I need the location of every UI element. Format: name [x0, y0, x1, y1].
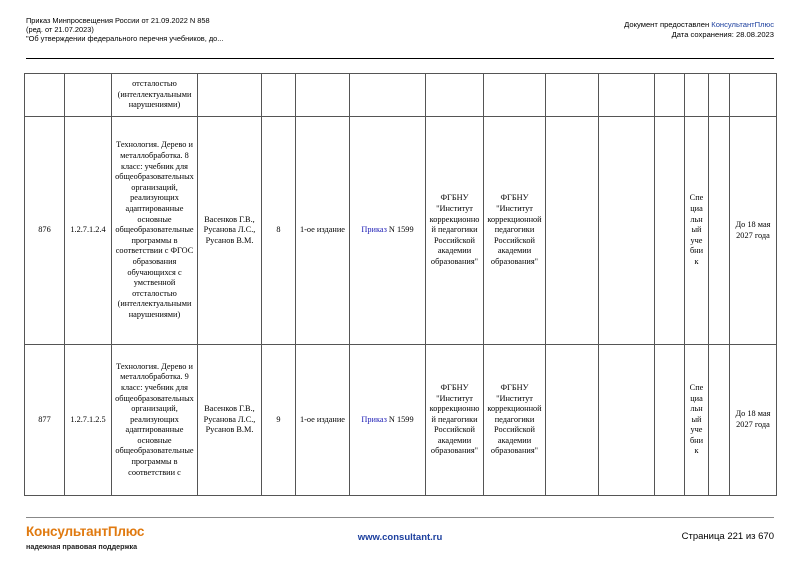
publisher-cell: ФГБНУ "Институт коррекционной педагогики Российской академии образования" — [484, 117, 546, 345]
order-link[interactable]: Приказ — [361, 225, 387, 235]
organization-cell: ФГБНУ "Институт коррекционной педагогики Российской академии образования" — [426, 345, 484, 496]
textbook-table — [24, 73, 777, 496]
footer-divider — [26, 517, 774, 518]
textbook-authors: Васенков Г.В., Русанова Л.С., Русанов В.М. — [198, 117, 262, 345]
row-number: 876 — [25, 117, 65, 345]
document-subject: "Об утверждении федерального перечня учебников, до... — [26, 34, 224, 43]
provider-info — [624, 20, 774, 39]
textbook-authors: Васенков Г.В., Русанова Л.С., Русанов В.М. — [198, 345, 262, 496]
provider-link[interactable]: КонсультантПлюс — [711, 20, 774, 29]
document-header — [26, 16, 326, 43]
valid-until: До 18 мая 2027 года — [730, 117, 777, 345]
order-cell — [350, 117, 426, 345]
document-revision: (ред. от 21.07.2023) — [26, 25, 94, 34]
order-number: N 1599 — [386, 414, 414, 424]
order-link[interactable]: Приказ — [361, 414, 387, 424]
special-cell — [685, 345, 709, 496]
valid-until: До 18 мая 2027 года — [730, 345, 777, 496]
consultant-logo: КонсультантПлюс — [26, 524, 145, 539]
page-counter: Страница 221 из 670 — [681, 531, 774, 542]
document-title: Приказ Минпросвещения России от 21.09.2022 N 858 — [26, 16, 210, 25]
order-number: N 1599 — [386, 225, 414, 235]
row-number: 877 — [25, 345, 65, 496]
site-link[interactable]: www.consultant.ru — [357, 532, 443, 543]
textbook-code: 1.2.7.1.2.4 — [65, 117, 112, 345]
textbook-grade: 8 — [262, 117, 296, 345]
publisher-cell: ФГБНУ "Институт коррекционной педагогики Российской академии образования" — [484, 345, 546, 496]
table-row — [25, 117, 777, 345]
textbook-grade: 9 — [262, 345, 296, 496]
logo-tagline: надежная правовая поддержка — [26, 542, 138, 551]
special-cell — [685, 117, 709, 345]
textbook-edition: 1-ое издание — [296, 117, 350, 345]
header-divider — [26, 58, 774, 59]
organization-cell: ФГБНУ "Институт коррекционной педагогики Российской академии образования" — [426, 117, 484, 345]
textbook-title: Технология. Дерево и металлобработка. 8 класс: учебник для общеобразовательных организаций, реализующих адаптированные основные общеобразовательные программы в соответствии с ФГОС образования обучающихся с умственной отсталостью (интеллектуальными нарушениями) — [112, 117, 198, 345]
textbook-title: Технология. Дерево и металлобработка. 9 класс: учебник для общеобразовательных организаций, реализующих адаптированные основные общеобразовательные программы в соответствии с — [112, 345, 198, 496]
provider-line — [624, 20, 774, 30]
table-row — [25, 345, 777, 496]
special-label: Специальный учебник — [689, 382, 704, 456]
provided-label: Документ предоставлен — [624, 20, 710, 29]
textbook-edition: 1-ое издание — [296, 345, 350, 496]
table-row — [25, 74, 777, 117]
title-cell: отсталостью (интеллектуальными нарушениями) — [112, 74, 198, 117]
save-date: Дата сохранения: 28.08.2023 — [671, 29, 774, 39]
special-label: Специальный учебник — [689, 193, 704, 266]
order-cell — [350, 345, 426, 496]
textbook-code: 1.2.7.1.2.5 — [65, 345, 112, 496]
